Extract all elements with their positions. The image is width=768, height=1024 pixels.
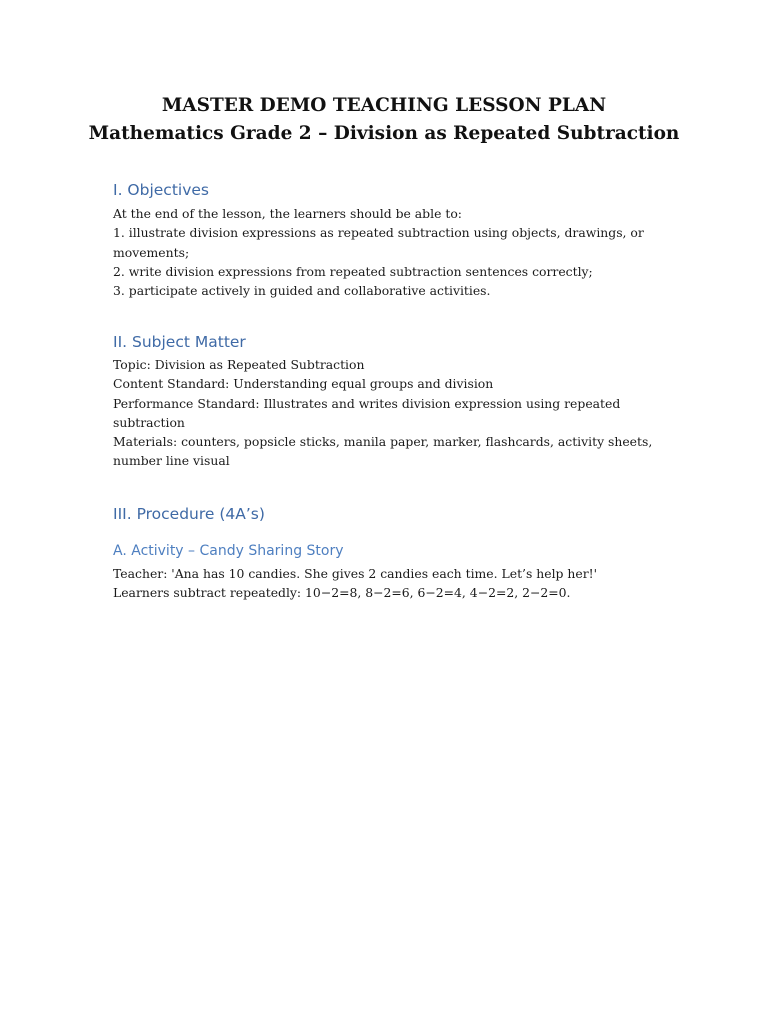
subject-matter-line: number line visual: [113, 453, 230, 469]
subject-matter-line: subtraction: [113, 414, 185, 430]
procedure-heading: III. Procedure (4A’s): [113, 505, 265, 523]
objectives-line: At the end of the lesson, the learners should be able to:: [113, 206, 462, 221]
activity-subsection: [113, 542, 633, 561]
subject-matter-heading: II. Subject Matter: [113, 333, 246, 351]
subject-matter-line: Content Standard: Understanding equal groups and division: [113, 376, 494, 392]
subject-matter-section: [113, 332, 633, 352]
objectives-heading: I. Objectives: [113, 181, 209, 199]
title-line-1: MASTER DEMO TEACHING LESSON PLAN: [161, 95, 607, 116]
objectives-body: [113, 204, 644, 300]
document-title: [0, 92, 768, 148]
activity-line: Teacher: 'Ana has 10 candies. She gives 2 candies each time. Let’s help her!': [113, 566, 598, 581]
activity-heading: A. Activity – Candy Sharing Story: [113, 543, 344, 559]
subject-matter-body: [113, 355, 653, 471]
subject-matter-line: Topic: Division as Repeated Subtraction: [113, 357, 365, 372]
objectives-line: movements;: [113, 244, 190, 260]
objectives-line: 2. write division expressions from repeated subtraction sentences correctly;: [113, 263, 593, 279]
subject-matter-line: Materials: counters, popsicle sticks, manila paper, marker, flashcards, activity sheets,: [113, 434, 653, 450]
activity-line: Learners subtract repeatedly: 10−2=8, 8−2=6, 6−2=4, 4−2=2, 2−2=0.: [113, 585, 571, 601]
activity-body: [113, 564, 633, 603]
objectives-line: 3. participate actively in guided and collaborative activities.: [113, 283, 491, 299]
subject-matter-line: Performance Standard: Illustrates and writes division expression using repeated: [113, 395, 621, 411]
procedure-section: [113, 504, 633, 524]
objectives-section: [113, 180, 633, 200]
title-line-2: Mathematics Grade 2 – Division as Repeated Subtraction: [88, 123, 680, 144]
objectives-line: 1. illustrate division expressions as repeated subtraction using objects, drawings, or: [113, 225, 644, 241]
